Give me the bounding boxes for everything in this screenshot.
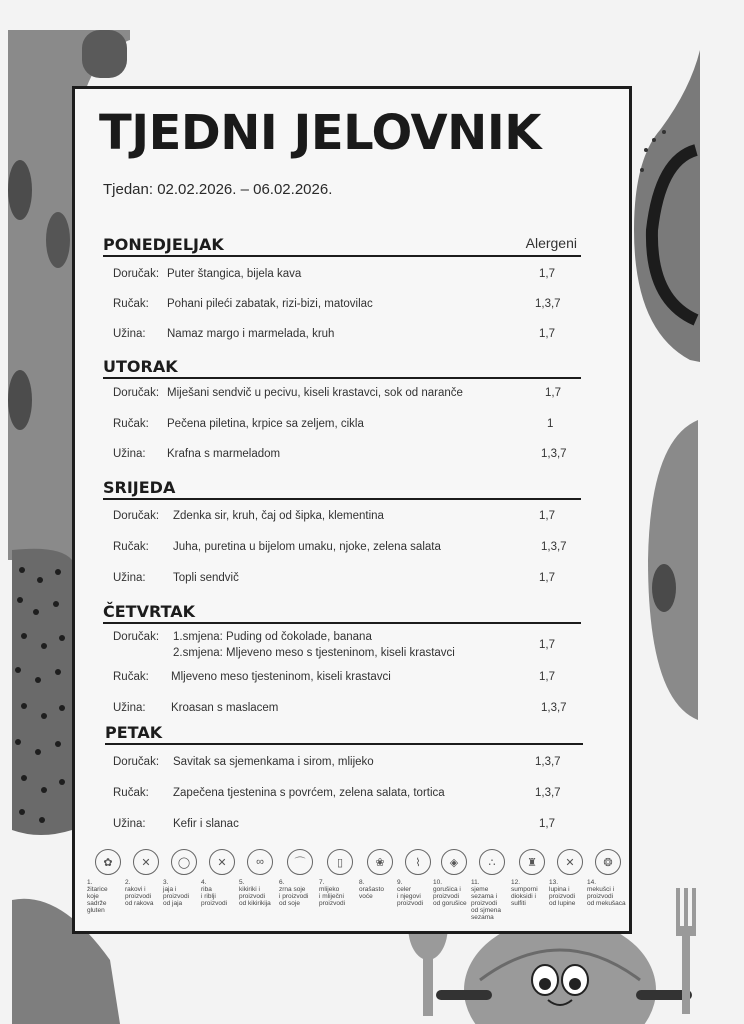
legend-item [511,849,551,907]
legend-caption: 3. jaja i proizvodi od jaja [163,879,190,907]
legend-caption: 4. riba i riblji proizvodi [201,879,228,907]
peanut-icon: ∞ [247,849,273,875]
meal-allergens: 1,3,7 [535,787,561,799]
sulphite-icon: ♜ [519,849,545,875]
meal-allergens: 1,7 [539,671,555,683]
legend-item [163,849,203,907]
legend-item [359,849,399,900]
meal-text-second-line: 2.smjena: Mljeveno meso s tjesteninom, kiseli krastavci [173,647,455,659]
week-range: Tjedan: 02.02.2026. – 06.02.2026. [103,181,333,198]
allergens-header: Alergeni [525,235,577,251]
meal-allergens: 1,3,7 [535,756,561,768]
meal-label: Doručak: [113,631,160,643]
milk-icon: ▯ [327,849,353,875]
meal-label: Ručak: [113,541,149,553]
meal-text: 1.smjena: Puding od čokolade, banana [173,631,372,643]
meal-allergens: 1,7 [539,572,555,584]
meal-label: Užina: [113,572,146,584]
meal-allergens: 1,3,7 [541,541,567,553]
meal-label: Doručak: [113,756,160,768]
meal-label: Ručak: [113,671,149,683]
legend-item [239,849,279,907]
soy-icon: ⌒ [287,849,313,875]
nut-icon: ❀ [367,849,393,875]
meal-text: Mljeveno meso tjesteninom, kiseli krastavci [171,671,391,683]
legend-caption: 1. žitarice koje sadrže gluten [87,879,108,914]
legend-item [549,849,589,907]
meal-allergens: 1,7 [539,639,555,651]
meal-text: Puter štangica, bijela kava [167,268,302,280]
day-heading-thursday: ČETVRTAK [103,602,581,624]
legend-item [279,849,319,907]
legend-item [319,849,359,907]
day-heading-wednesday: SRIJEDA [103,478,581,500]
legend-item [87,849,127,914]
sesame-icon: ∴ [479,849,505,875]
legend-caption: 14. mekušci i proizvodi od mekušaca [587,879,626,907]
right-lower-blob [648,420,698,720]
legend-caption: 2. rakovi i proizvodi od rakova [125,879,154,907]
meal-label: Doručak: [113,510,160,522]
celery-icon: ⌇ [405,849,431,875]
meal-text: Zdenka sir, kruh, čaj od šipka, klementina [173,510,384,522]
meal-label: Užina: [113,818,146,830]
meal-text: Namaz margo i marmelada, kruh [167,328,335,340]
legend-item [125,849,165,907]
egg-icon: ◯ [171,849,197,875]
day-heading-monday: PONEDJELJAK [103,235,581,257]
meal-text: Pohani pileći zabatak, rizi-bizi, matovilac [167,298,373,310]
meal-allergens: 1,7 [539,818,555,830]
meal-allergens: 1,7 [539,510,555,522]
meal-label: Užina: [113,328,146,340]
legend-caption: 6. zrna soje i proizvodi od soje [279,879,309,907]
meal-text: Zapečena tjestenina s povrćem, zelena salata, tortica [173,787,445,799]
meal-text: Kroasan s maslacem [171,702,279,714]
legend-caption: 12. sumporni dioksidi i sulfiti [511,879,538,907]
page-title: TJEDNI JELOVNIK [99,105,541,161]
legend-item [433,849,473,907]
meal-allergens: 1,3,7 [541,448,567,460]
allergen-legend [87,849,627,929]
meal-text: Juha, puretina u bijelom umaku, njoke, zelena salata [173,541,441,553]
meal-text: Krafna s marmeladom [167,448,281,460]
legend-caption: 9. celer i njegovi proizvodi [397,879,424,907]
lupin-icon: ✕ [557,849,583,875]
day-heading-tuesday: UTORAK [103,357,581,379]
meal-allergens: 1,3,7 [541,702,567,714]
meal-text: Kefir i slanac [173,818,239,830]
meal-allergens: 1 [547,418,554,430]
menu-sheet [72,86,632,934]
meal-text: Pečena piletina, krpice sa zeljem, cikla [167,418,364,430]
meal-label: Ručak: [113,787,149,799]
legend-item [471,849,511,921]
mollusc-icon: ❂ [595,849,621,875]
legend-caption: 8. orašasto voće [359,879,384,900]
meal-label: Ručak: [113,298,149,310]
legend-caption: 11. sjeme sezama i proizvodi od sjmena sezama [471,879,501,921]
legend-caption: 13. lupina i proizvodi od lupine [549,879,576,907]
meal-allergens: 1,7 [539,328,555,340]
legend-caption: 7. mlijeko i mliječni proizvodi [319,879,346,907]
meal-label: Doručak: [113,387,160,399]
legend-caption: 10. gorušica i proizvodi od gorušice [433,879,467,907]
meal-allergens: 1,3,7 [535,298,561,310]
meal-allergens: 1,7 [545,387,561,399]
meal-allergens: 1,7 [539,268,555,280]
legend-item [587,849,627,907]
day-heading-friday: PETAK [105,723,583,745]
meal-text: Miješani sendvič u pecivu, kiseli krastavci, sok od naranče [167,387,463,399]
legend-caption: 5. kikiriki i proizvodi od kikirikija [239,879,271,907]
meal-text: Savitak sa sjemenkama i sirom, mlijeko [173,756,374,768]
crustacean-icon: ✕ [133,849,159,875]
meal-label: Užina: [113,448,146,460]
meal-label: Užina: [113,702,146,714]
mustard-icon: ◈ [441,849,467,875]
fish-icon: ✕ [209,849,235,875]
meal-row [75,630,629,660]
legend-item [201,849,241,907]
legend-item [397,849,437,907]
meal-label: Ručak: [113,418,149,430]
meal-label: Doručak: [113,268,160,280]
meal-text: Topli sendvič [173,572,239,584]
wheat-icon: ✿ [95,849,121,875]
